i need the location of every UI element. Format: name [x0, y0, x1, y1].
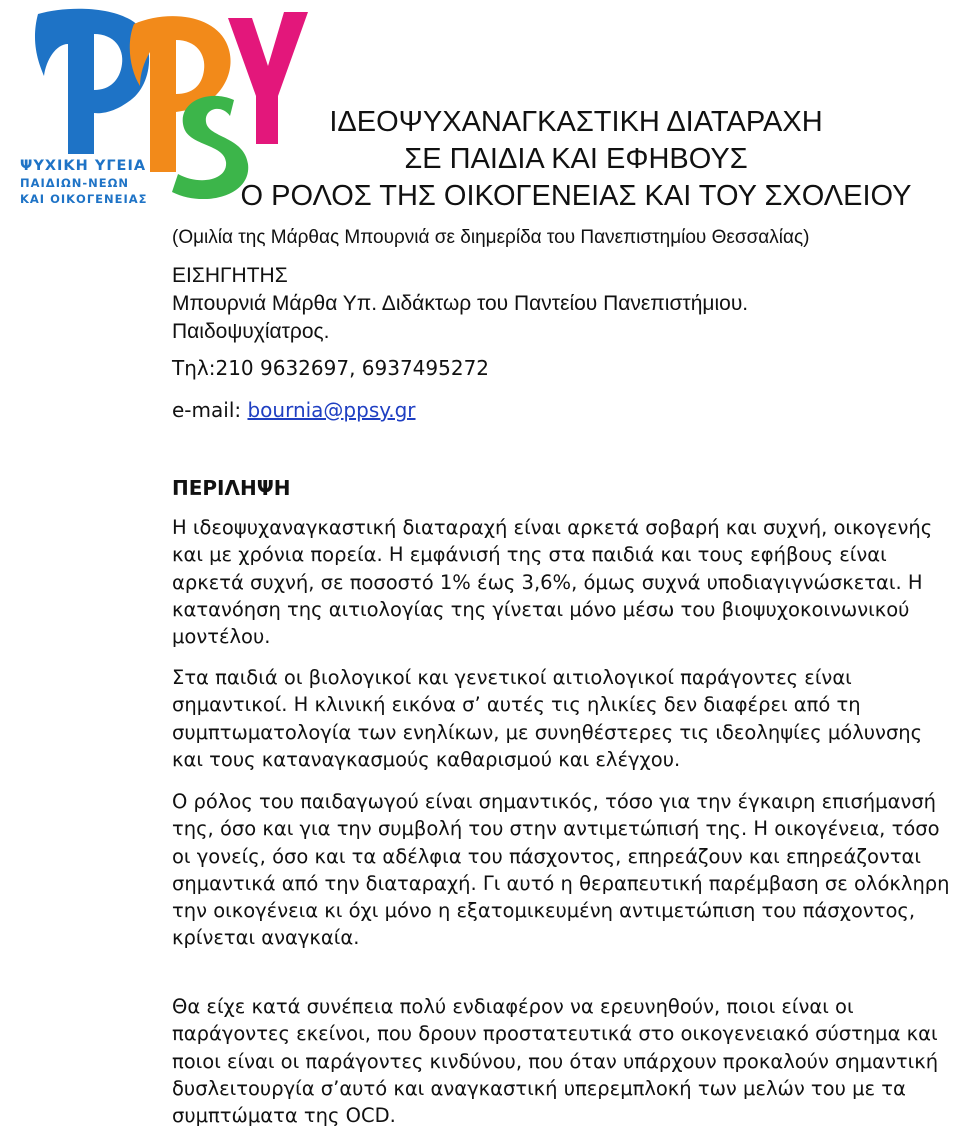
- summary-paragraph-2: Στα παιδιά οι βιολογικοί και γενετικοί αιτιολογικοί παράγοντες είναι σημαντικοί. Η κλινική εικόνα σ’ αυτές τις ηλικίες δεν διαφέρει από τη συμπτωματολογία των ενηλίκων, με συνηθέστερες τις ιδεοληψίες μόλυνσης και τους καταναγκασμούς καθαρισμού και ελέγχου.: [172, 666, 923, 771]
- contact-phone: Τηλ:210 9632697, 6937495272: [172, 356, 490, 380]
- lecturer-block: [172, 262, 748, 346]
- contact-email-row: [172, 398, 416, 422]
- title-line-2: ΣΕ ΠΑΙΔΙΑ ΚΑΙ ΕΦΗΒΟΥΣ: [404, 143, 748, 175]
- lecturer-line-2: Παιδοψυχίατρος.: [172, 320, 330, 343]
- lecturer-line-1: Μπουρνιά Μάρθα Υπ. Διδάκτωρ του Παντείου Πανεπιστήμιου.: [172, 292, 749, 315]
- logo-text-line1: ΨΥΧΙΚΗ ΥΓΕΙΑ: [20, 158, 147, 174]
- summary-paragraph-4: Θα είχε κατά συνέπεια πολύ ενδιαφέρον να ερευνηθούν, ποιοι είναι οι παράγοντες εκείνοι, που δρουν προστατευτικά στο οικογενειακό σύστημα και ποιοι είναι οι παράγοντες κινδύνου, που όταν υπάρχουν προκαλούν σημαντική δυσλειτουργία σ’αυτό και αναγκαστική υπερεμπλοκή των μελών του με τα συμπτώματα της OCD.: [172, 995, 939, 1128]
- document-title: [196, 104, 956, 215]
- email-label: e-mail:: [172, 398, 248, 422]
- email-link[interactable]: bournia@ppsy.gr: [247, 398, 416, 422]
- summary-paragraph-3: Ο ρόλος του παιδαγωγού είναι σημαντικός, τόσο για την έγκαιρη επισήμανσή της, όσο και για την συμβολή του στην αντιμετώπισή της. Η οικογένεια, τόσο οι γονείς, όσο και τα αδέλφια του πάσχοντος, επηρεάζουν και επηρεάζονται σημαντικά από την διαταραχή. Γι αυτό η θεραπευτική παρέμβαση σε ολόκληρη την οικογένεια κι όχι μόνο η εξατομικευμένη αντιμετώπιση του πάσχοντος, κρίνεται αναγκαία.: [172, 790, 950, 950]
- title-line-1: ΙΔΕΟΨΥΧΑΝΑΓΚΑΣΤΙΚΗ ΔΙΑΤΑΡΑΧΗ: [329, 106, 823, 138]
- title-line-3: Ο ΡΟΛΟΣ ΤΗΣ ΟΙΚΟΓΕΝΕΙΑΣ ΚΑΙ ΤΟΥ ΣΧΟΛΕΙΟΥ: [240, 180, 912, 212]
- summary-heading: ΠΕΡΙΛΗΨΗ: [172, 476, 291, 500]
- logo-text-line2: ΠΑΙΔΙΩΝ-ΝΕΩΝ: [20, 176, 130, 190]
- lecturer-heading: ΕΙΣΗΓΗΤΗΣ: [172, 264, 288, 287]
- summary-paragraph-1: Η ιδεοψυχαναγκαστική διαταραχή είναι αρκετά σοβαρή και συχνή, οικογενής και με χρόνια πορεία. Η εμφάνισή της στα παιδιά και τους εφήβους είναι αρκετά συχνή, σε ποσοστό 1% έως 3,6%, όμως συχνά υποδιαγιγνώσκεται. Η κατανόηση της αιτιολογίας της γίνεται μόνο μέσω του βιοψυχοκοινωνικού μοντέλου.: [172, 516, 933, 649]
- talk-subtitle: (Ομιλία της Μάρθας Μπουρνιά σε διημερίδα του Πανεπιστημίου Θεσσαλίας): [172, 227, 810, 248]
- logo-text-line3: ΚΑΙ ΟΙΚΟΓΕΝΕΙΑΣ: [20, 192, 148, 206]
